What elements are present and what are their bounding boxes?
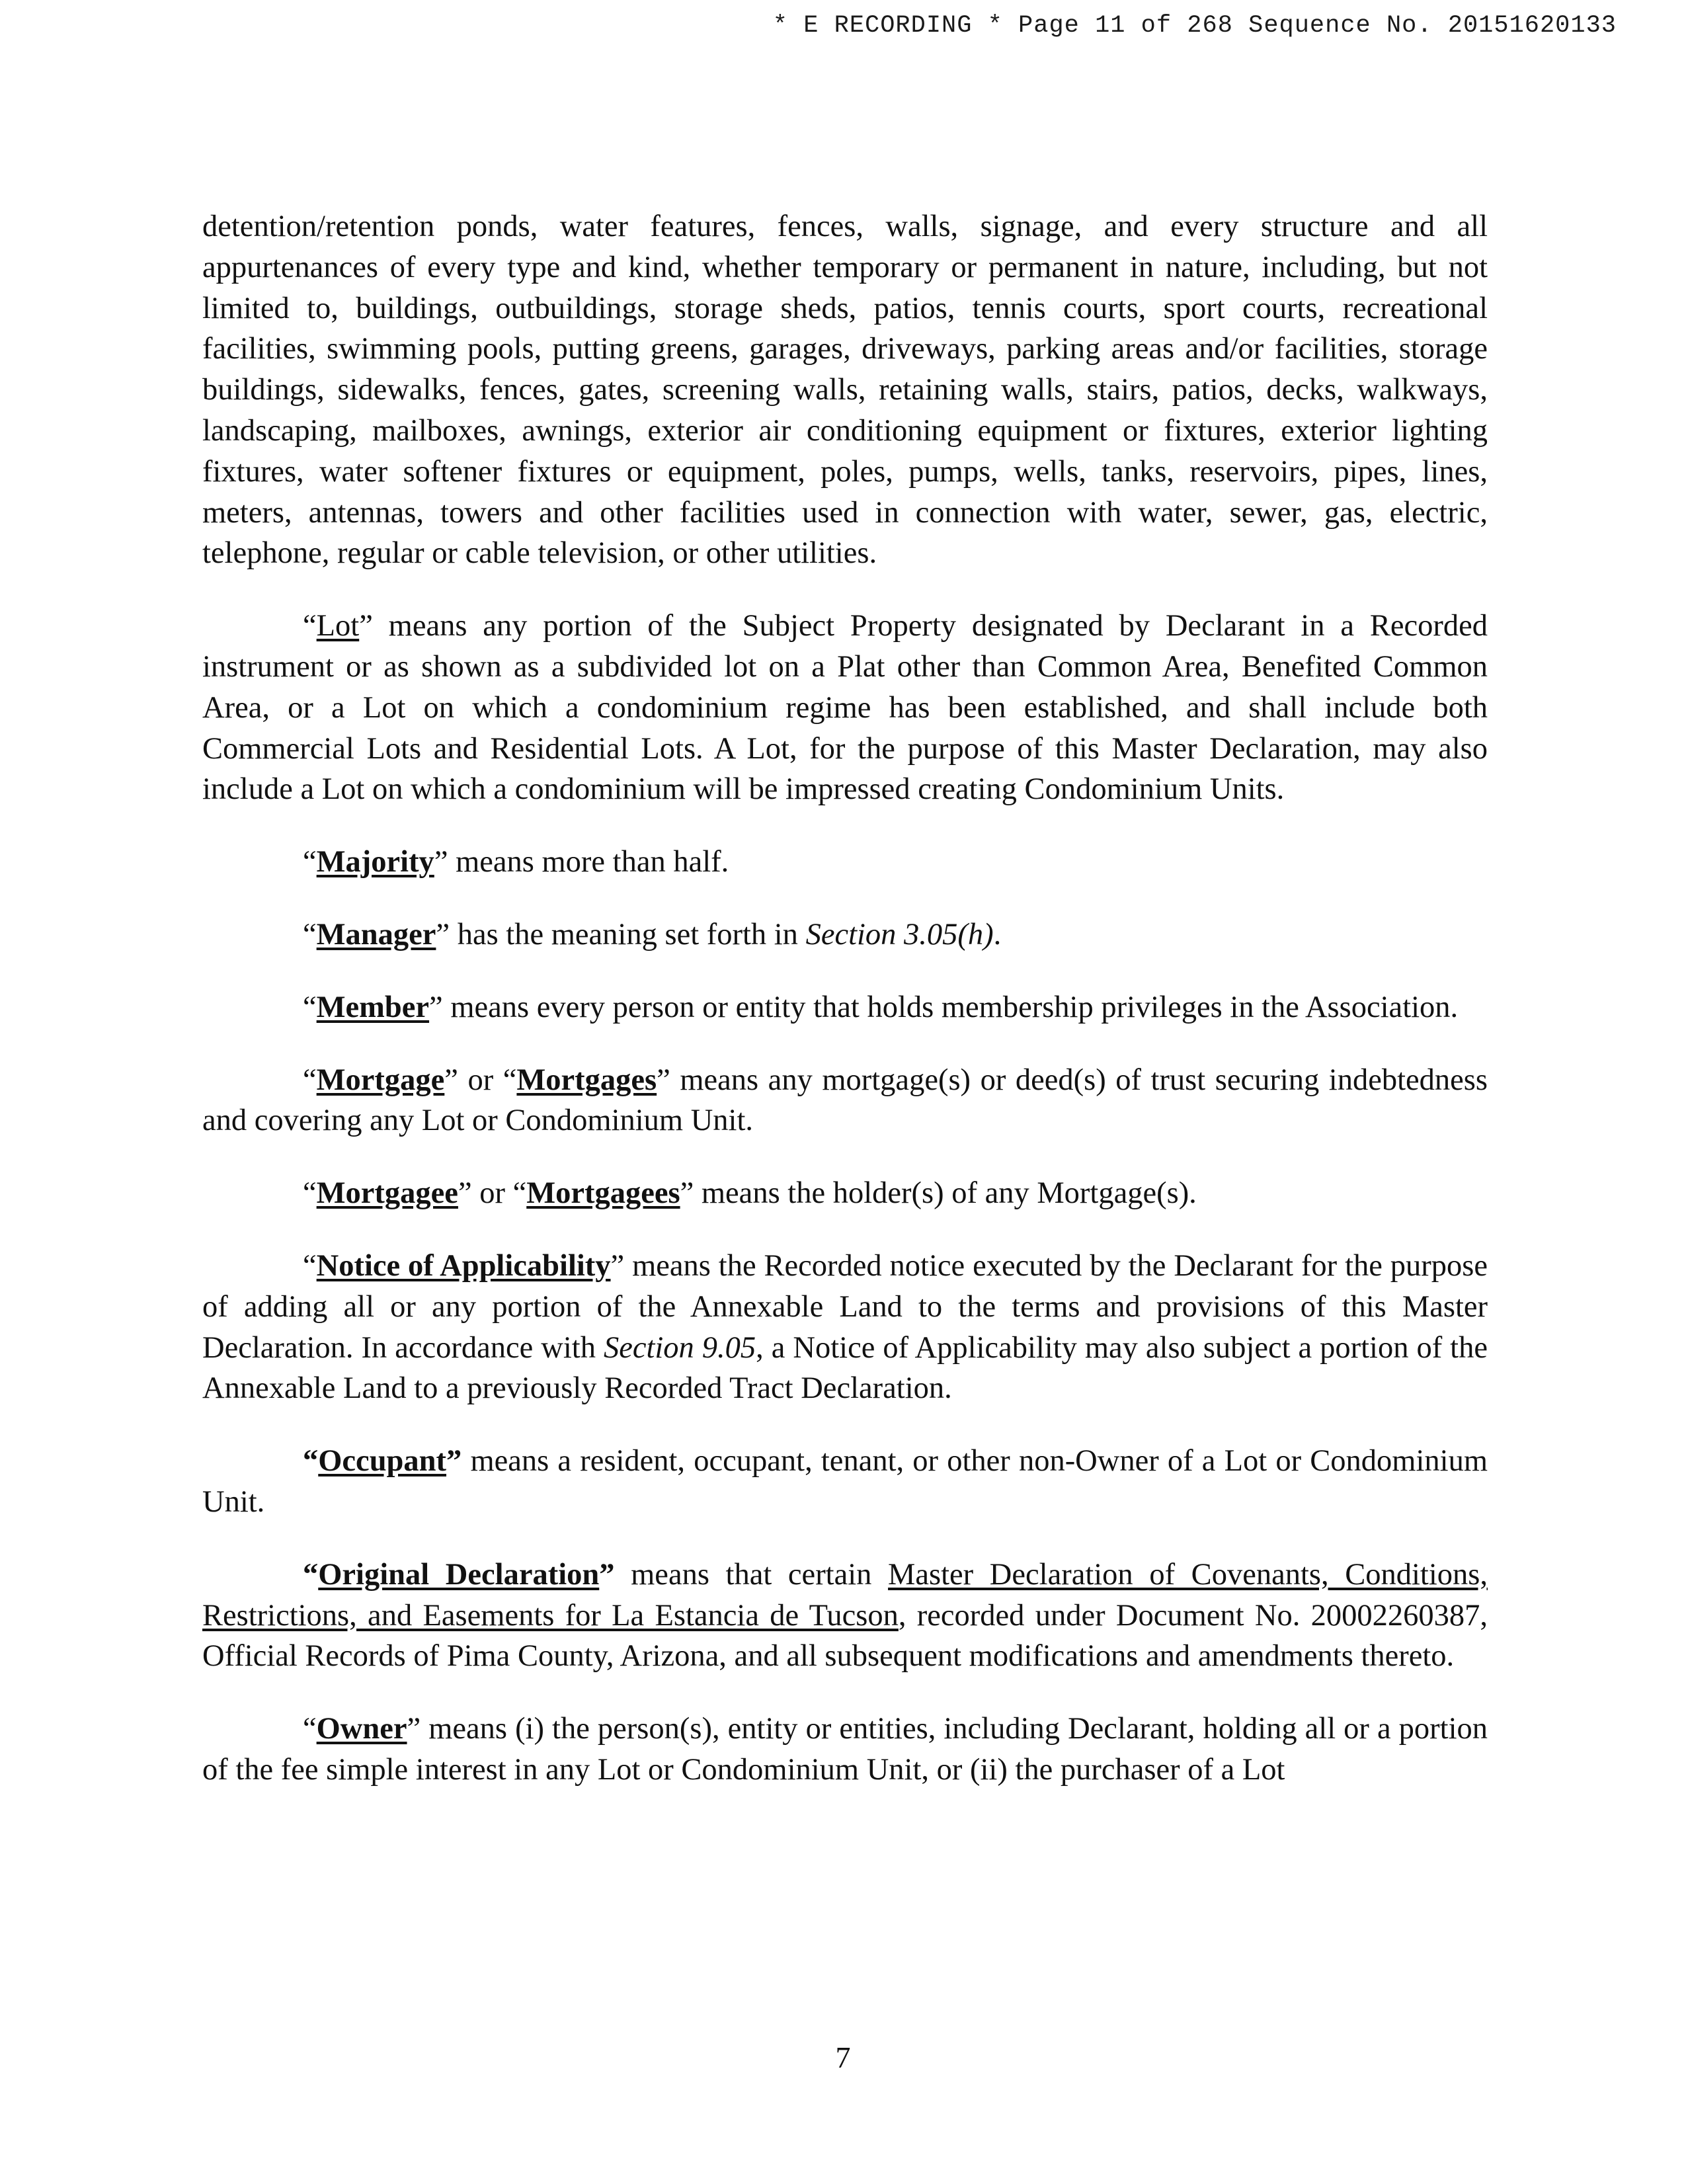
- term-occupant: Occupant: [318, 1444, 447, 1478]
- definition-notice-of-applicability: “Notice of Applicability” means the Recorded notice executed by the Declarant for the purpose of adding all or any portion of the Annexable Land to the terms and provisions of this Master Declaration. In accordance with Section 9.05, a Notice of Applicability may also subject a portion of the Annexable Land to a previously Recorded Tract Declaration.: [202, 1248, 1488, 1406]
- section-reference: Section 3.05(h): [805, 917, 994, 951]
- referenced-document-title: Master Declaration of Covenants, Conditions, Restrictions, and Easements for La Estancia de Tucson: [202, 1557, 1488, 1633]
- term-mortgage: Mortgage: [316, 1063, 445, 1097]
- definition-mortgage: “Mortgage” or “Mortgages” means any mortgage(s) or deed(s) of trust securing indebtedness and covering any Lot or Condominium Unit.: [202, 1063, 1488, 1138]
- definition-majority: “Majority” means more than half.: [303, 845, 729, 879]
- term-notice-of-applicability: Notice of Applicability: [316, 1248, 611, 1283]
- term-owner: Owner: [316, 1712, 407, 1746]
- definition-occupant: “Occupant” means a resident, occupant, tenant, or other non-Owner of a Lot or Condominium Unit.: [202, 1444, 1488, 1519]
- term-member: Member: [316, 990, 430, 1024]
- definition-member: “Member” means every person or entity that holds membership privileges in the Association.: [303, 990, 1459, 1024]
- document-body: [202, 206, 1488, 1791]
- paragraph-improvements-continued: detention/retention ponds, water features, fences, walls, signage, and every structure and all appurtenances of every type and kind, whether temporary or permanent in nature, including, but not limited to, buildings, outbuildings, storage sheds, patios, tennis courts, sport courts, recreational facilities, swimming pools, putting greens, garages, driveways, parking areas and/or facilities, storage buildings, sidewalks, fences, gates, screening walls, retaining walls, stairs, patios, decks, walkways, landscaping, mailboxes, awnings, exterior air conditioning equipment or fixtures, exterior lighting fixtures, water softener fixtures or equipment, poles, pumps, wells, tanks, reservoirs, pipes, lines, meters, antennas, towers and other facilities used in connection with water, sewer, gas, electric, telephone, regular or cable television, or other utilities.: [202, 210, 1488, 571]
- definition-owner: “Owner” means (i) the person(s), entity or entities, including Declarant, holding all or a portion of the fee simple interest in any Lot or Condominium Unit, or (ii) the purchaser of a Lot: [202, 1712, 1488, 1787]
- page-number: 7: [835, 2041, 851, 2074]
- term-mortgagees: Mortgagees: [526, 1176, 680, 1211]
- section-reference: Section 9.05: [603, 1330, 756, 1365]
- term-majority: Majority: [316, 845, 434, 879]
- term-manager: Manager: [316, 917, 436, 951]
- definition-lot: “Lot” means any portion of the Subject Property designated by Declarant in a Recorded instrument or as shown as a subdivided lot on a Plat other than Common Area, Benefited Common Area, or a Lot on which a condominium regime has been established, and shall include both Commercial Lots and Residential Lots. A Lot, for the purpose of this Master Declaration, may also include a Lot on which a condominium will be impressed creating Condominium Units.: [202, 609, 1488, 807]
- definition-manager: “Manager” has the meaning set forth in Section 3.05(h).: [303, 917, 1002, 951]
- term-original-declaration: Original Declaration: [318, 1557, 600, 1592]
- term-lot: Lot: [316, 609, 360, 643]
- term-mortgagee: Mortgagee: [316, 1176, 458, 1211]
- definition-original-declaration: “Original Declaration” means that certain Master Declaration of Covenants, Conditions, Restrictions, and Easements for La Estancia de Tucson, recorded under Document No. 20002260387, Official Records of Pima County, Arizona, and all subsequent modifications and amendments thereto.: [202, 1557, 1488, 1674]
- definition-mortgagee: “Mortgagee” or “Mortgagees” means the holder(s) of any Mortgage(s).: [303, 1176, 1197, 1211]
- recording-header: * E RECORDING * Page 11 of 268 Sequence No. 20151620133: [772, 12, 1617, 40]
- term-mortgages: Mortgages: [516, 1063, 657, 1097]
